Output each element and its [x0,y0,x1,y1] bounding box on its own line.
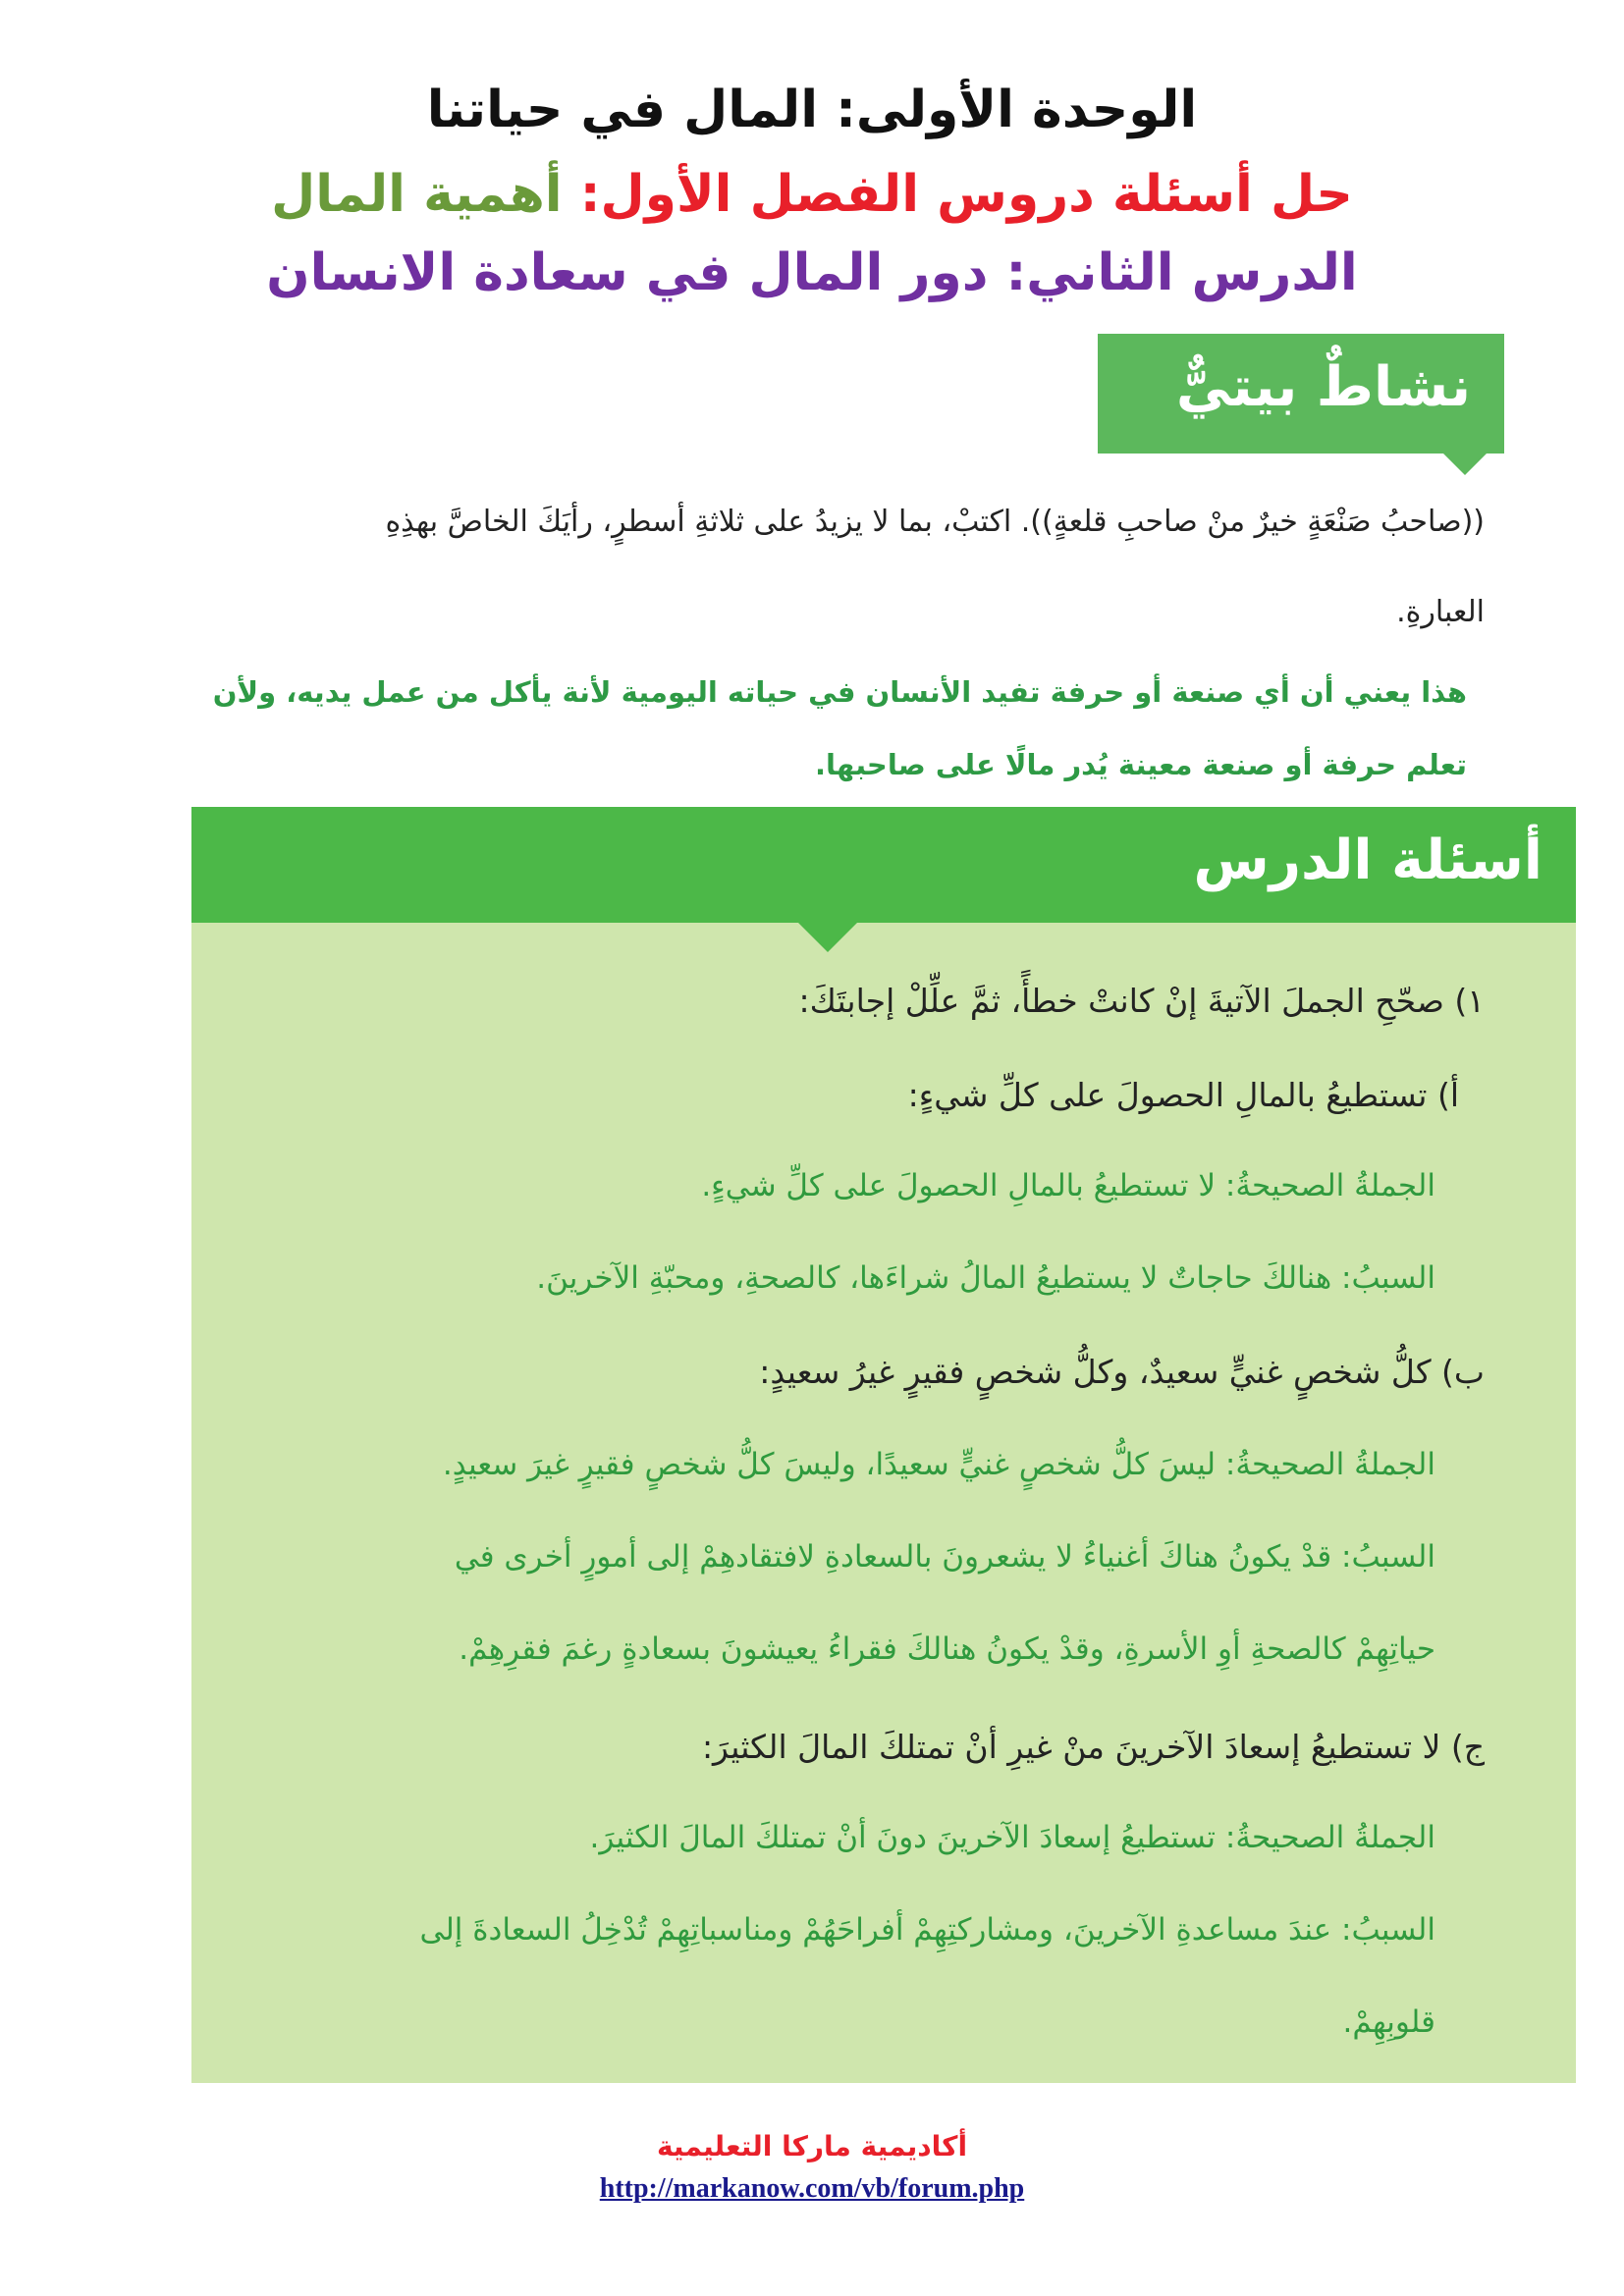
answer-c-correct: الجملةُ الصحيحةُ: تستطيعُ إسعادَ الآخرينَ دونَ أنْ تمتلكَ المالَ الكثيرَ. [589,1820,1435,1855]
chapter-title [0,165,1624,224]
forum-link[interactable]: http://markanow.com/vb/forum.php [599,2173,1025,2204]
academy-name: أكاديمية ماركا التعليمية [656,2130,968,2163]
answer-b-reason-line2: حياتِهِمْ كالصحةِ أوِ الأسرةِ، وقدْ يكونُ هنالكَ فقراءُ يعيشونَ بسعادةٍ رغمَ فقرِهِمْ. [459,1631,1435,1667]
chapter-title-topic: أهمية المال [271,165,563,224]
lesson-questions-title: أسئلة الدرس [1193,828,1543,892]
banner-notch [1443,454,1487,475]
homework-answer-line2: تعلم حرفة أو صنعة معينة يُدر مالًا على صاحبها. [815,748,1467,781]
lesson-questions-banner [191,807,1576,923]
homework-prompt-line1: ((صاحبُ صَنْعَةٍ خيرٌ منْ صاحبِ قلعةٍ)). اكتبْ، بما لا يزيدُ على ثلاثةِ أسطرٍ، رأيَكَ الخاصَّ بهذِهِ [385,505,1485,539]
answer-c-reason-line2: قلوبِهِمْ. [1342,2004,1435,2040]
chapter-title-prefix: حل أسئلة دروس الفصل الأول: [579,165,1353,224]
unit-title: الوحدة الأولى: المال في حياتنا [426,80,1198,139]
lesson-title: الدرس الثاني: دور المال في سعادة الانسان [266,243,1358,302]
answer-a-correct: الجملةُ الصحيحةُ: لا تستطيعُ بالمالِ الحصولَ على كلِّ شيءٍ. [701,1168,1435,1203]
answer-c-reason-line1: السببُ: عندَ مساعدةِ الآخرينَ، ومشاركتِهِمْ أفراحَهُمْ ومناسباتِهِمْ تُدْخِلُ السعادةَ إلى [419,1912,1435,1948]
question-1: ١) صحّحِ الجملَ الآتيةَ إنْ كانتْ خطأً، ثمَّ علِّلْ إجابتَكَ: [798,982,1485,1020]
answer-a-reason: السببُ: هنالكَ حاجاتٌ لا يستطيعُ المالُ شراءَها، كالصحةِ، ومحبّةِ الآخرينَ. [536,1260,1435,1296]
answer-b-reason-line1: السببُ: قدْ يكونُ هناكَ أغنياءُ لا يشعرونَ بالسعادةِ لافتقادهِمْ إلى أمورٍ أخرى في [454,1539,1435,1575]
homework-banner [1098,334,1504,454]
homework-prompt-line2: العبارةِ. [1396,595,1485,629]
homework-title: نشاطٌ بيتيٌّ [1175,355,1471,419]
homework-answer-line1: هذا يعني أن أي صنعة أو حرفة تفيد الأنسان في حياته اليومية لأنة يأكل من عمل يديه، ولأن [212,675,1467,709]
question-a: أ) تستطيعُ بالمالِ الحصولَ على كلِّ شيءٍ: [907,1076,1459,1114]
banner-notch [798,923,857,952]
question-b: ب) كلُّ شخصٍ غنيٍّ سعيدٌ، وكلُّ شخصٍ فقيرٍ غيرُ سعيدٍ: [759,1353,1485,1391]
footer-link-wrap [0,2173,1624,2205]
question-c: ج) لا تستطيعُ إسعادَ الآخرينَ منْ غيرِ أنْ تمتلكَ المالَ الكثيرَ: [701,1728,1485,1766]
answer-b-correct: الجملةُ الصحيحةُ: ليسَ كلُّ شخصٍ غنيٍّ سعيدًا، وليسَ كلُّ شخصٍ فقيرٍ غيرَ سعيدٍ. [442,1447,1435,1482]
